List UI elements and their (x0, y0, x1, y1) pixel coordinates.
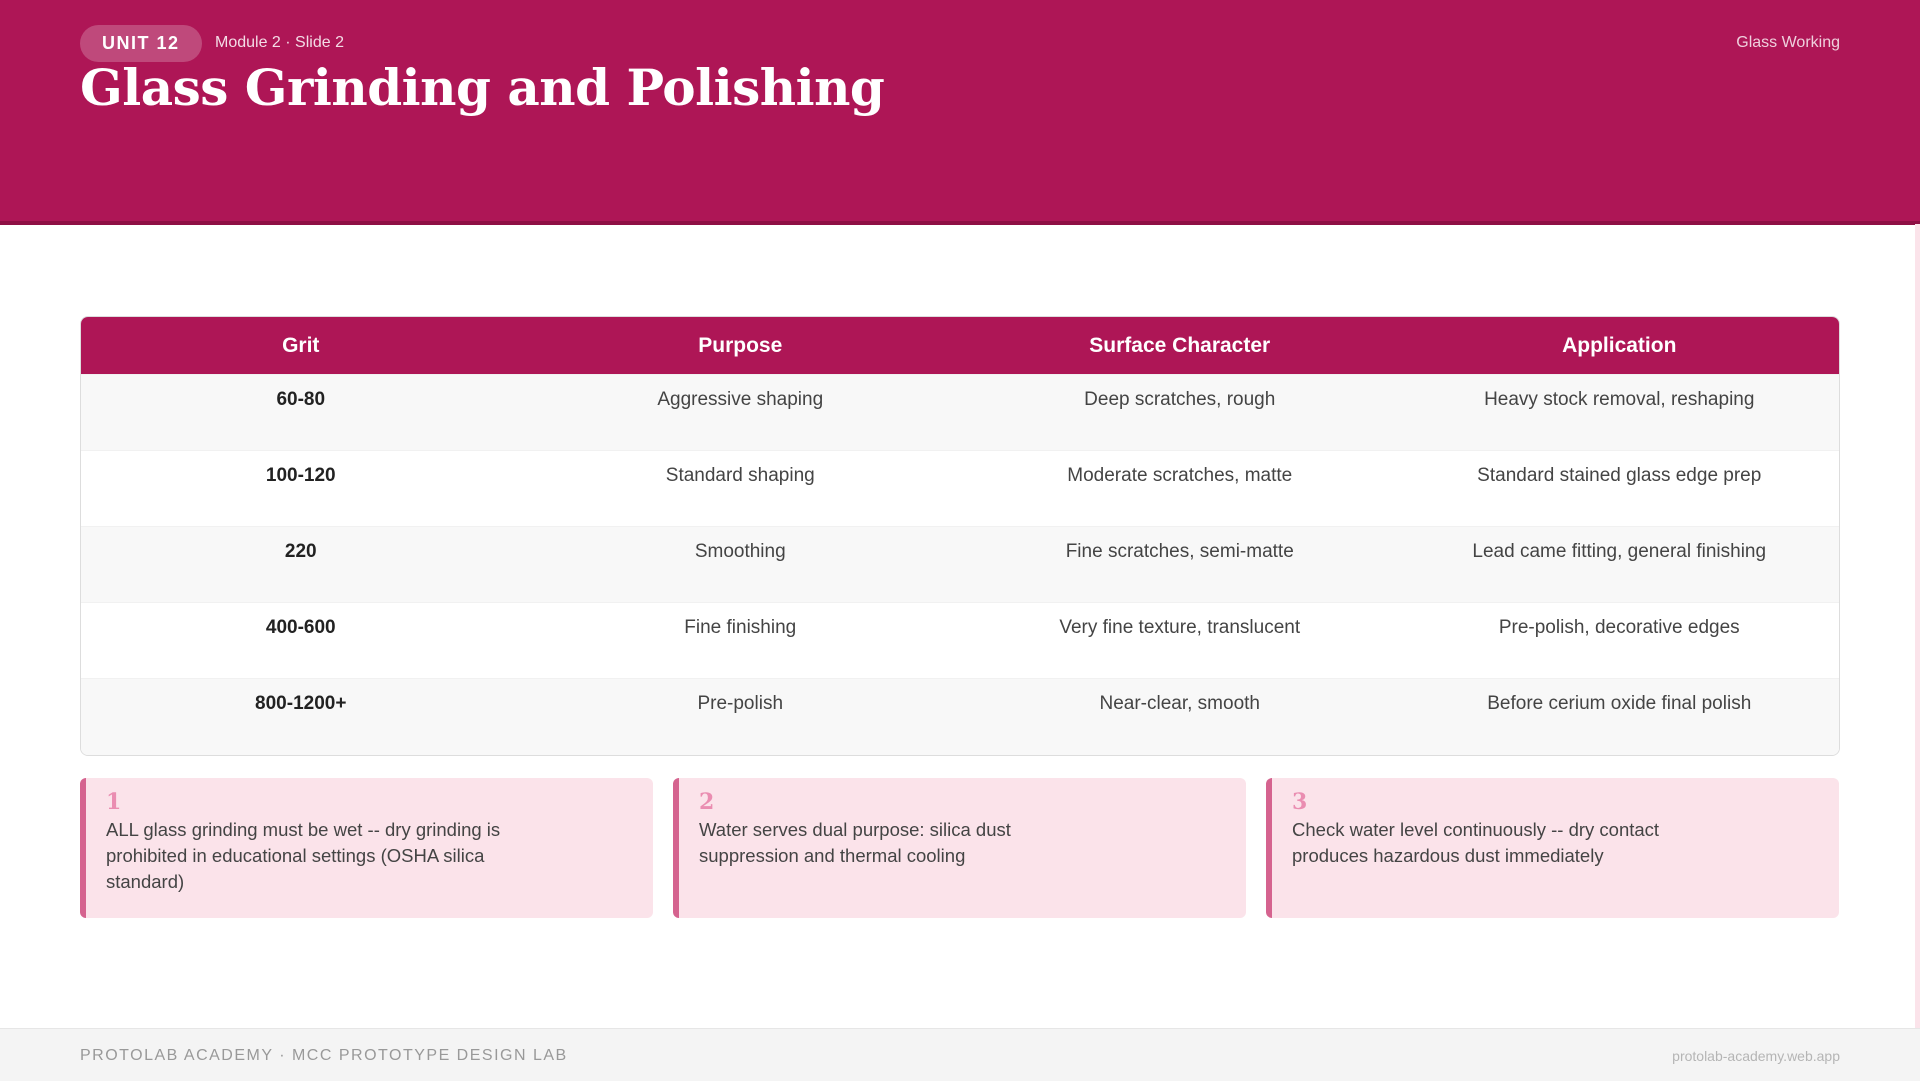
unit-badge: UNIT 12 (80, 25, 202, 62)
application-cell: Heavy stock removal, reshaping (1400, 375, 1840, 451)
safety-notes (80, 778, 1840, 918)
slide-footer (0, 1028, 1920, 1081)
application-cell: Standard stained glass edge prep (1400, 451, 1840, 527)
surface-cell: Very fine texture, translucent (960, 603, 1400, 679)
note-text: Water serves dual purpose: silica dust suppression and thermal cooling (699, 819, 1011, 866)
column-header-surface-character: Surface Character (960, 317, 1400, 375)
purpose-cell: Standard shaping (521, 451, 961, 527)
grit-table (80, 316, 1840, 756)
surface-cell: Near-clear, smooth (960, 679, 1400, 755)
note-text: ALL glass grinding must be wet -- dry grinding is prohibited in educational settings (OSHA silica standard) (106, 819, 501, 892)
note-number: 1 (106, 789, 122, 815)
table-row (81, 679, 1839, 755)
purpose-cell: Smoothing (521, 527, 961, 603)
grit-cell: 400-600 (81, 603, 521, 679)
note-number: 3 (1292, 789, 1308, 815)
column-header-grit: Grit (81, 317, 521, 375)
page-title: Glass Grinding and Polishing (80, 58, 885, 117)
surface-cell: Moderate scratches, matte (960, 451, 1400, 527)
purpose-cell: Fine finishing (521, 603, 961, 679)
slide-header (0, 0, 1920, 225)
purpose-cell: Pre-polish (521, 679, 961, 755)
grit-cell: 100-120 (81, 451, 521, 527)
table-row (81, 603, 1839, 679)
grit-cell: 800-1200+ (81, 679, 521, 755)
application-cell: Before cerium oxide final polish (1400, 679, 1840, 755)
table-row (81, 375, 1839, 451)
column-header-purpose: Purpose (521, 317, 961, 375)
right-edge-accent (1915, 224, 1920, 1028)
footer-org: PROTOLAB ACADEMY · MCC PROTOTYPE DESIGN LAB (80, 1047, 568, 1064)
table-row (81, 451, 1839, 527)
table-header-row (81, 317, 1839, 375)
surface-cell: Deep scratches, rough (960, 375, 1400, 451)
application-cell: Pre-polish, decorative edges (1400, 603, 1840, 679)
note-card-1 (80, 778, 653, 918)
application-cell: Lead came fitting, general finishing (1400, 527, 1840, 603)
footer-url: protolab-academy.web.app (1672, 1048, 1840, 1064)
table-row (81, 527, 1839, 603)
topic-tag: Glass Working (1736, 34, 1840, 51)
surface-cell: Fine scratches, semi-matte (960, 527, 1400, 603)
note-text: Check water level continuously -- dry contact produces hazardous dust immediately (1292, 819, 1660, 866)
note-card-2 (673, 778, 1246, 918)
purpose-cell: Aggressive shaping (521, 375, 961, 451)
column-header-application: Application (1400, 317, 1840, 375)
note-card-3 (1266, 778, 1839, 918)
grit-cell: 220 (81, 527, 521, 603)
note-number: 2 (699, 789, 715, 815)
breadcrumb: Module 2 · Slide 2 (215, 34, 344, 51)
grit-cell: 60-80 (81, 375, 521, 451)
